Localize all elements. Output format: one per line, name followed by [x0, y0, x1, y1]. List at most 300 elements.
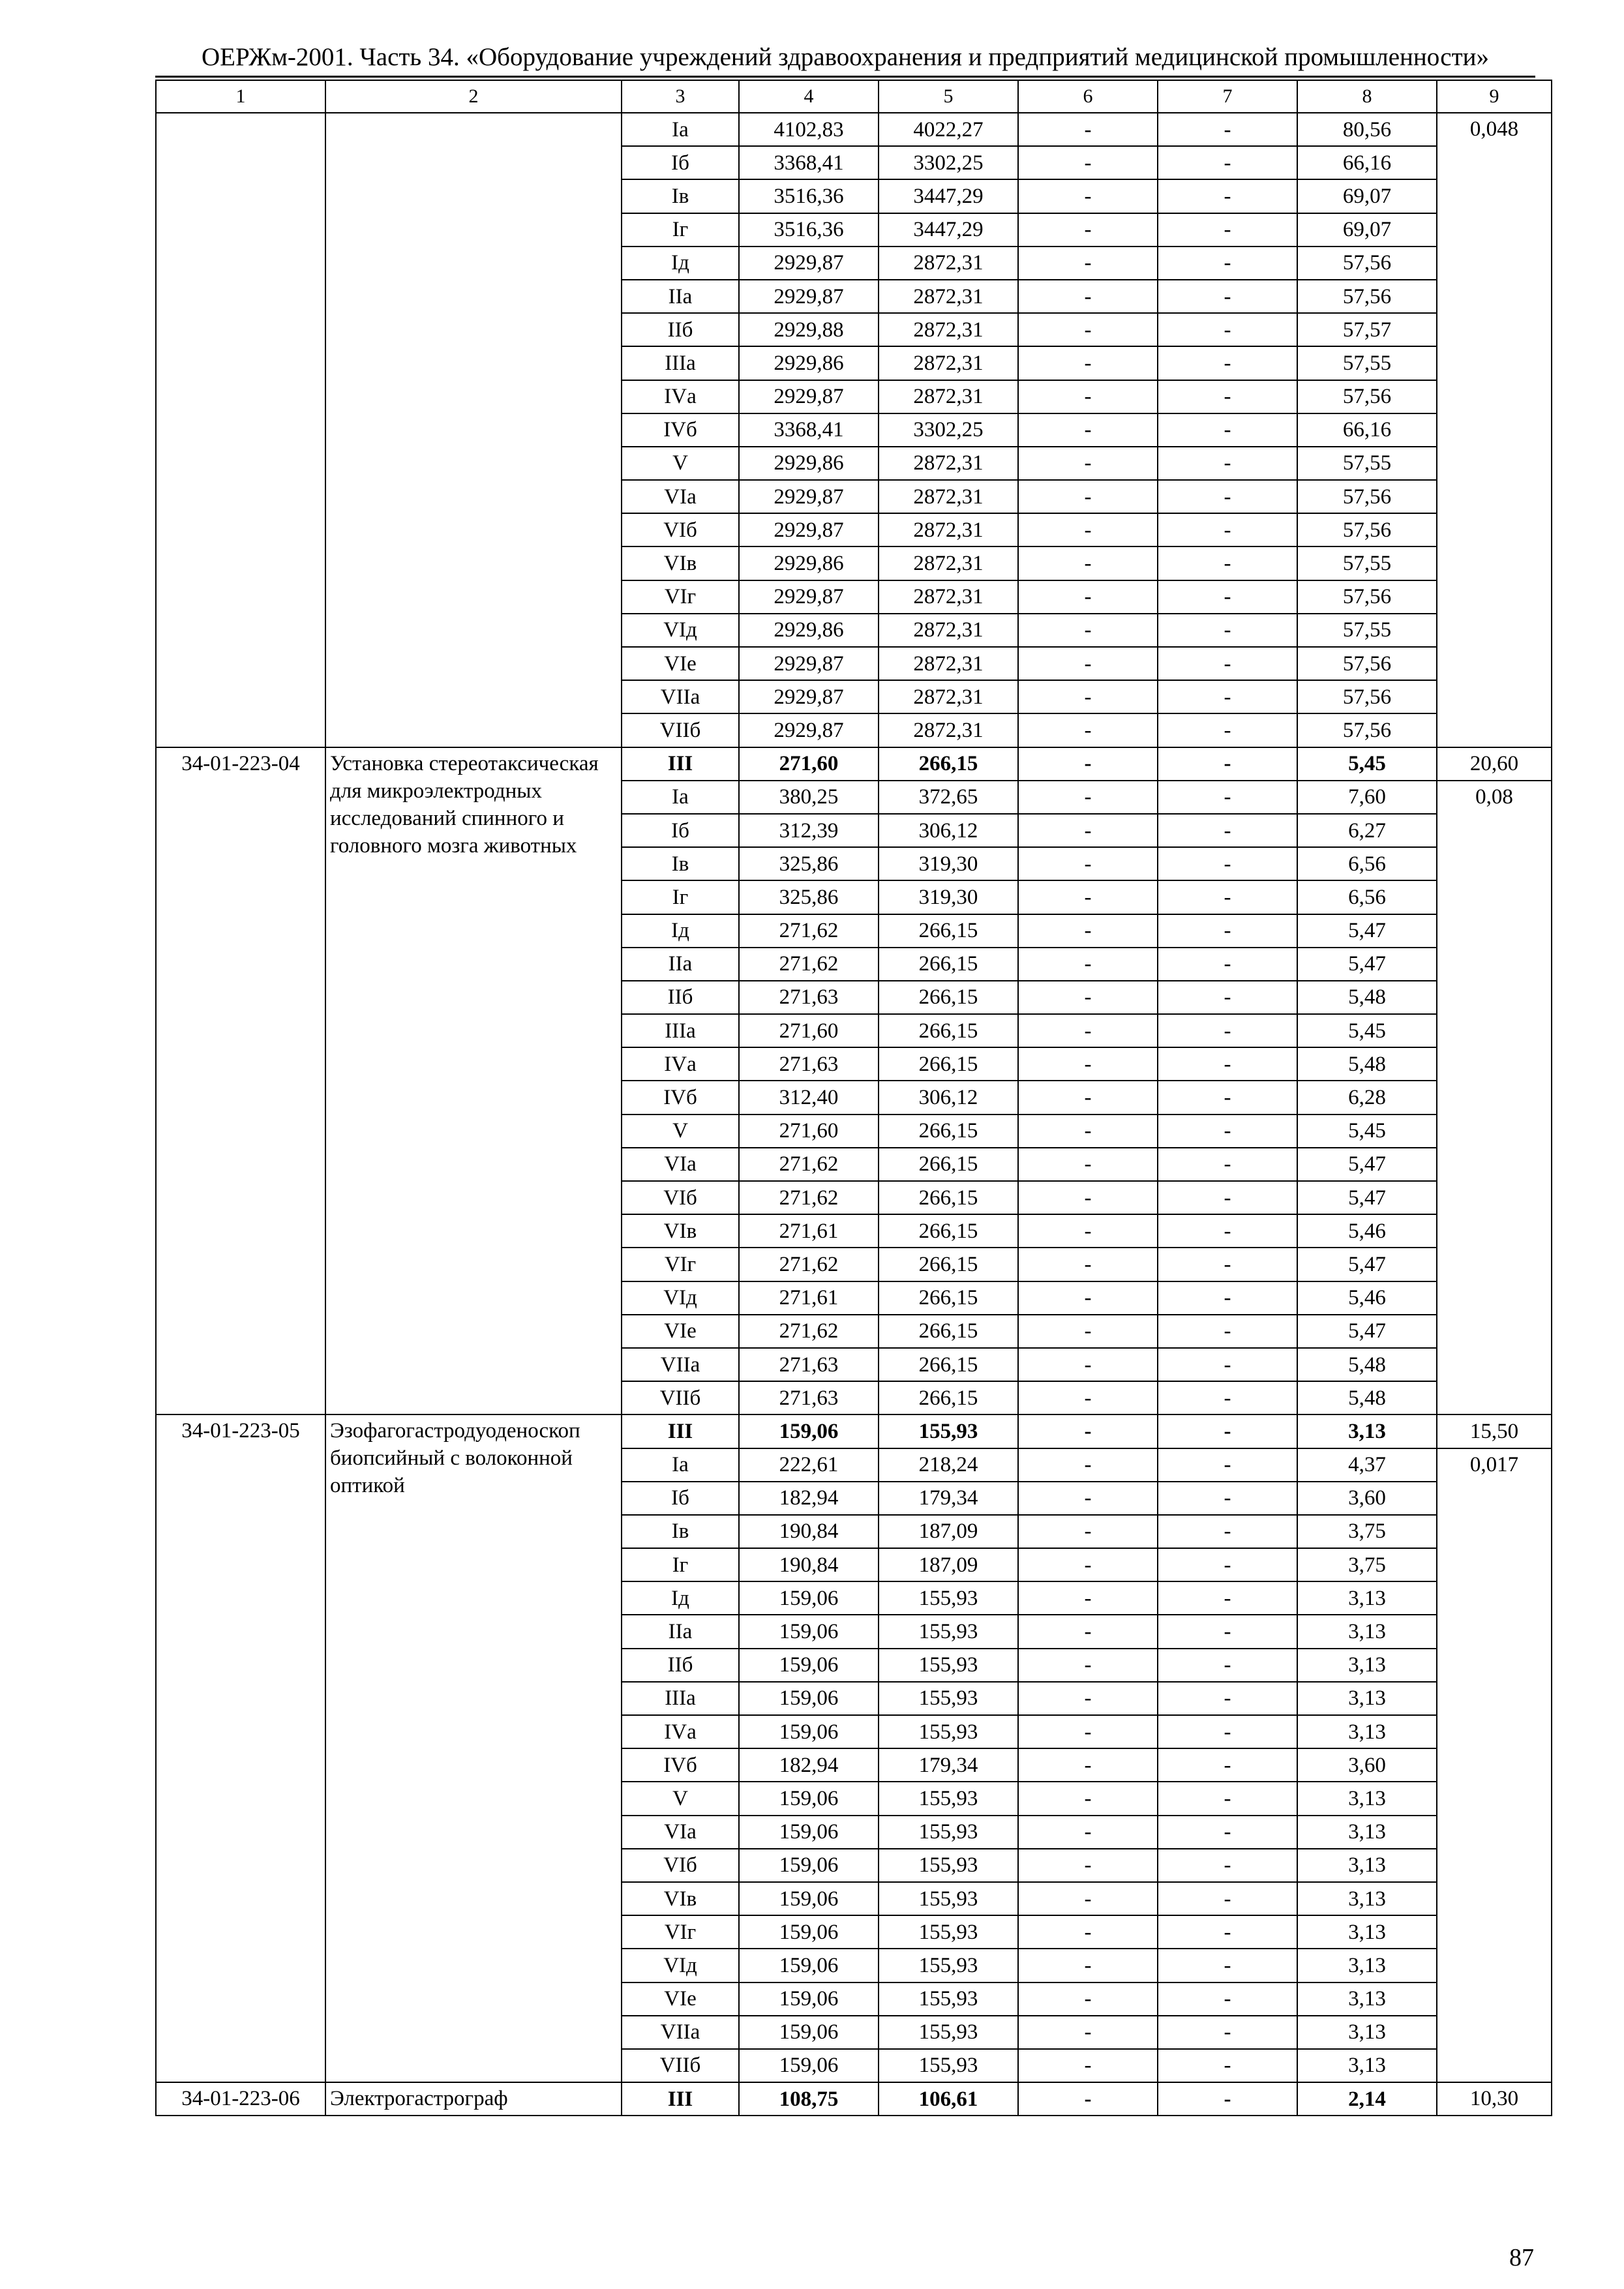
region-cell: VIIб [622, 713, 739, 747]
value-cell: - [1158, 1281, 1297, 1315]
region-cell: VIв [622, 1882, 739, 1915]
value-cell: - [1158, 513, 1297, 546]
value-cell: 5,48 [1297, 1047, 1437, 1081]
region-cell: VIа [622, 1148, 739, 1181]
value-cell: 155,93 [879, 1915, 1018, 1949]
value-cell: 159,06 [739, 1915, 879, 1949]
region-cell: Iд [622, 1581, 739, 1615]
value-cell: 159,06 [739, 1816, 879, 1849]
value-cell: - [1018, 1482, 1158, 1515]
value-cell: 6,28 [1297, 1081, 1437, 1114]
value-cell: 5,48 [1297, 1381, 1437, 1414]
value-cell: - [1018, 480, 1158, 513]
value-cell: - [1158, 313, 1297, 346]
value-cell: 155,93 [879, 1682, 1018, 1715]
region-cell: IVб [622, 1081, 739, 1114]
region-cell: VIе [622, 1315, 739, 1348]
value-cell: - [1018, 280, 1158, 313]
value-cell: 179,34 [879, 1748, 1018, 1782]
region-cell: IVа [622, 1715, 739, 1748]
value-cell: 312,39 [739, 814, 879, 847]
value-cell: - [1158, 814, 1297, 847]
region-cell: Iг [622, 213, 739, 247]
value-cell: 69,07 [1297, 179, 1437, 213]
region-cell: III [622, 747, 739, 781]
value-cell: - [1018, 747, 1158, 781]
value-cell: - [1018, 981, 1158, 1014]
value-cell: 266,15 [879, 747, 1018, 781]
mass-cell: 20,60 [1437, 747, 1552, 781]
value-cell: - [1158, 1315, 1297, 1348]
value-cell: - [1018, 2049, 1158, 2082]
region-cell: VIг [622, 580, 739, 614]
value-cell: - [1158, 981, 1297, 1014]
value-cell: 106,61 [879, 2082, 1018, 2116]
value-cell: - [1158, 1816, 1297, 1849]
value-cell: 266,15 [879, 1248, 1018, 1281]
value-cell: - [1158, 1381, 1297, 1414]
region-cell: Iд [622, 247, 739, 280]
value-cell: - [1018, 1581, 1158, 1615]
value-cell: 5,47 [1297, 1148, 1437, 1181]
value-cell: - [1018, 1849, 1158, 1882]
value-cell: - [1018, 113, 1158, 146]
value-cell: 3302,25 [879, 413, 1018, 447]
value-cell: 159,06 [739, 1649, 879, 1682]
value-cell: 6,27 [1297, 814, 1437, 847]
value-cell: - [1158, 614, 1297, 647]
value-cell: 155,93 [879, 1949, 1018, 1982]
value-cell: - [1158, 1748, 1297, 1782]
value-cell: - [1018, 1214, 1158, 1248]
value-cell: 4022,27 [879, 113, 1018, 146]
value-cell: 3,13 [1297, 1915, 1437, 1949]
value-cell: 159,06 [739, 1615, 879, 1648]
value-cell: 179,34 [879, 1482, 1018, 1515]
value-cell: - [1018, 213, 1158, 247]
value-cell: 57,56 [1297, 647, 1437, 680]
value-cell: 2929,87 [739, 580, 879, 614]
value-cell: 57,55 [1297, 447, 1437, 480]
value-cell: - [1018, 647, 1158, 680]
value-cell: - [1018, 1949, 1158, 1982]
value-cell: 3,13 [1297, 1982, 1437, 2016]
value-cell: - [1158, 580, 1297, 614]
value-cell: 266,15 [879, 1181, 1018, 1214]
value-cell: 80,56 [1297, 113, 1437, 146]
value-cell: - [1158, 1982, 1297, 2016]
value-cell: 155,93 [879, 1849, 1018, 1882]
value-cell: - [1158, 1882, 1297, 1915]
column-header: 9 [1437, 80, 1552, 113]
region-cell: IIб [622, 313, 739, 346]
value-cell: - [1018, 1014, 1158, 1047]
value-cell: - [1018, 1281, 1158, 1315]
value-cell: 5,45 [1297, 1014, 1437, 1047]
value-cell: 57,56 [1297, 280, 1437, 313]
value-cell: - [1158, 1414, 1297, 1448]
column-header: 5 [879, 80, 1018, 113]
item-code: 34-01-223-06 [156, 2082, 325, 2116]
region-cell: III [622, 2082, 739, 2116]
value-cell: 266,15 [879, 1214, 1018, 1248]
value-cell: - [1018, 1381, 1158, 1414]
value-cell: 2929,87 [739, 713, 879, 747]
value-cell: - [1018, 713, 1158, 747]
coefficient-cell: 0,017 [1437, 1448, 1552, 2083]
value-cell: 271,60 [739, 747, 879, 781]
value-cell: 159,06 [739, 2049, 879, 2082]
value-cell: - [1018, 614, 1158, 647]
region-cell: III [622, 1414, 739, 1448]
region-cell: IIIа [622, 1682, 739, 1715]
value-cell: - [1158, 1081, 1297, 1114]
value-cell: - [1158, 1715, 1297, 1748]
value-cell: 2872,31 [879, 713, 1018, 747]
value-cell: 5,47 [1297, 1181, 1437, 1214]
value-cell: - [1158, 948, 1297, 981]
value-cell: - [1018, 580, 1158, 614]
value-cell: - [1158, 880, 1297, 914]
value-cell: - [1158, 546, 1297, 580]
value-cell: - [1158, 346, 1297, 380]
value-cell: 306,12 [879, 1081, 1018, 1114]
value-cell: 57,56 [1297, 713, 1437, 747]
value-cell: 218,24 [879, 1448, 1018, 1482]
column-header: 1 [156, 80, 325, 113]
value-cell: 271,63 [739, 1348, 879, 1381]
value-cell: 266,15 [879, 1047, 1018, 1081]
value-cell: - [1018, 1682, 1158, 1715]
value-cell: - [1158, 2016, 1297, 2049]
value-cell: 319,30 [879, 880, 1018, 914]
value-cell: 159,06 [739, 1581, 879, 1615]
value-cell: 3,13 [1297, 1882, 1437, 1915]
value-cell: 57,56 [1297, 580, 1437, 614]
value-cell: 3,13 [1297, 2016, 1437, 2049]
value-cell: - [1158, 1615, 1297, 1648]
value-cell: - [1018, 680, 1158, 713]
value-cell: - [1158, 1348, 1297, 1381]
table-row [156, 113, 1552, 146]
column-header: 4 [739, 80, 879, 113]
value-cell: - [1018, 1248, 1158, 1281]
value-cell: 3368,41 [739, 146, 879, 179]
value-cell: - [1158, 747, 1297, 781]
value-cell: - [1018, 1181, 1158, 1214]
value-cell: 159,06 [739, 1849, 879, 1882]
value-cell: - [1158, 447, 1297, 480]
value-cell: 5,48 [1297, 981, 1437, 1014]
value-cell: 271,63 [739, 1047, 879, 1081]
value-cell: 3,13 [1297, 1949, 1437, 1982]
region-cell: VIIб [622, 2049, 739, 2082]
value-cell: 57,56 [1297, 380, 1437, 413]
value-cell: 155,93 [879, 1882, 1018, 1915]
value-cell: - [1158, 1849, 1297, 1882]
value-cell: 182,94 [739, 1482, 879, 1515]
value-cell: 271,62 [739, 1315, 879, 1348]
value-cell: 3,13 [1297, 2049, 1437, 2082]
region-cell: IVа [622, 380, 739, 413]
value-cell: 271,60 [739, 1115, 879, 1148]
item-name: Установка стереотаксическая для микроэлектродных исследований спинного и головного мозга животных [325, 747, 622, 1415]
value-cell: - [1018, 880, 1158, 914]
value-cell: - [1018, 346, 1158, 380]
value-cell: 2872,31 [879, 546, 1018, 580]
value-cell: 2929,87 [739, 480, 879, 513]
region-cell: VIа [622, 480, 739, 513]
region-cell: IIа [622, 948, 739, 981]
value-cell: - [1158, 1482, 1297, 1515]
column-header: 8 [1297, 80, 1437, 113]
value-cell: - [1018, 948, 1158, 981]
value-cell: - [1018, 1915, 1158, 1949]
region-cell: VIд [622, 1281, 739, 1315]
value-cell: 5,48 [1297, 1348, 1437, 1381]
value-cell: - [1158, 1448, 1297, 1482]
value-cell: - [1018, 2082, 1158, 2116]
value-cell: 222,61 [739, 1448, 879, 1482]
column-header: 7 [1158, 80, 1297, 113]
value-cell: 3,60 [1297, 1748, 1437, 1782]
value-cell: 187,09 [879, 1515, 1018, 1548]
item-name: Эзофагогастродуоденоскоп биопсийный с волоконной оптикой [325, 1414, 622, 2082]
value-cell: 7,60 [1297, 781, 1437, 814]
mass-cell: 15,50 [1437, 1414, 1552, 1448]
region-cell: Iг [622, 1548, 739, 1581]
region-cell: VIб [622, 1181, 739, 1214]
value-cell: 271,62 [739, 1248, 879, 1281]
value-cell: 2872,31 [879, 680, 1018, 713]
value-cell: 271,62 [739, 1181, 879, 1214]
value-cell: 2929,87 [739, 513, 879, 546]
value-cell: - [1158, 1515, 1297, 1548]
value-cell: 3368,41 [739, 413, 879, 447]
value-cell: 266,15 [879, 1381, 1018, 1414]
value-cell: - [1018, 1315, 1158, 1348]
value-cell: 57,56 [1297, 480, 1437, 513]
value-cell: 159,06 [739, 1949, 879, 1982]
value-cell: 159,06 [739, 1682, 879, 1715]
table-body [156, 113, 1552, 2116]
value-cell: 372,65 [879, 781, 1018, 814]
value-cell: 2872,31 [879, 513, 1018, 546]
value-cell: 2929,87 [739, 247, 879, 280]
value-cell: 266,15 [879, 1348, 1018, 1381]
value-cell: - [1158, 1181, 1297, 1214]
value-cell: - [1018, 146, 1158, 179]
value-cell: - [1018, 313, 1158, 346]
value-cell: - [1018, 1448, 1158, 1482]
value-cell: 4102,83 [739, 113, 879, 146]
value-cell: 57,55 [1297, 614, 1437, 647]
value-cell: - [1018, 179, 1158, 213]
value-cell: 3302,25 [879, 146, 1018, 179]
value-cell: - [1158, 1649, 1297, 1682]
region-cell: IIа [622, 1615, 739, 1648]
value-cell: 159,06 [739, 2016, 879, 2049]
value-cell: 3,13 [1297, 1414, 1437, 1448]
value-cell: 4,37 [1297, 1448, 1437, 1482]
value-cell: 266,15 [879, 914, 1018, 948]
value-cell: - [1158, 847, 1297, 880]
value-cell: - [1158, 1782, 1297, 1815]
value-cell: - [1018, 914, 1158, 948]
region-cell: VIд [622, 1949, 739, 1982]
page-header: ОЕРЖм-2001. Часть 34. «Оборудование учреждений здравоохранения и предприятий медицинской промышленности» [202, 43, 1489, 71]
value-cell: 3447,29 [879, 213, 1018, 247]
value-cell: 108,75 [739, 2082, 879, 2116]
region-cell: VIIб [622, 1381, 739, 1414]
value-cell: 155,93 [879, 1615, 1018, 1648]
region-cell: Iб [622, 814, 739, 847]
value-cell: - [1158, 713, 1297, 747]
value-cell: 266,15 [879, 1315, 1018, 1348]
region-cell: VIг [622, 1248, 739, 1281]
value-cell: 155,93 [879, 1782, 1018, 1815]
value-cell: 266,15 [879, 948, 1018, 981]
region-cell: Iг [622, 880, 739, 914]
value-cell: - [1158, 1047, 1297, 1081]
value-cell: 57,55 [1297, 346, 1437, 380]
value-cell: 266,15 [879, 1281, 1018, 1315]
value-cell: - [1158, 413, 1297, 447]
value-cell: 271,60 [739, 1014, 879, 1047]
value-cell: 3,13 [1297, 1649, 1437, 1682]
value-cell: - [1018, 847, 1158, 880]
column-number-row [156, 80, 1552, 113]
value-cell: 271,61 [739, 1214, 879, 1248]
value-cell: 159,06 [739, 1882, 879, 1915]
value-cell: - [1018, 546, 1158, 580]
mass-cell: 10,30 [1437, 2082, 1552, 2116]
value-cell: 57,57 [1297, 313, 1437, 346]
value-cell: - [1158, 1148, 1297, 1181]
value-cell: - [1158, 1214, 1297, 1248]
rates-table [155, 80, 1552, 2116]
value-cell: - [1018, 1148, 1158, 1181]
region-cell: IIб [622, 1649, 739, 1682]
value-cell: 69,07 [1297, 213, 1437, 247]
value-cell: 3,13 [1297, 1849, 1437, 1882]
value-cell: - [1018, 247, 1158, 280]
value-cell: 271,63 [739, 1381, 879, 1414]
value-cell: 3,60 [1297, 1482, 1437, 1515]
value-cell: 3516,36 [739, 213, 879, 247]
value-cell: 2929,86 [739, 614, 879, 647]
value-cell: - [1018, 814, 1158, 847]
region-cell: VIIа [622, 2016, 739, 2049]
value-cell: 155,93 [879, 1816, 1018, 1849]
coefficient-cell: 0,048 [1437, 113, 1552, 747]
value-cell: - [1018, 1715, 1158, 1748]
value-cell: - [1018, 1548, 1158, 1581]
value-cell: 5,47 [1297, 948, 1437, 981]
value-cell: - [1158, 1248, 1297, 1281]
value-cell: 66,16 [1297, 413, 1437, 447]
value-cell: 5,45 [1297, 747, 1437, 781]
value-cell: 57,56 [1297, 247, 1437, 280]
value-cell: 3,13 [1297, 1715, 1437, 1748]
value-cell: 2929,88 [739, 313, 879, 346]
value-cell: - [1158, 247, 1297, 280]
value-cell: 325,86 [739, 880, 879, 914]
value-cell: 6,56 [1297, 847, 1437, 880]
value-cell: 2872,31 [879, 346, 1018, 380]
region-cell: VIб [622, 1849, 739, 1882]
value-cell: 380,25 [739, 781, 879, 814]
value-cell: 2872,31 [879, 447, 1018, 480]
value-cell: 3516,36 [739, 179, 879, 213]
region-cell: Iд [622, 914, 739, 948]
region-cell: V [622, 1782, 739, 1815]
region-cell: Iа [622, 1448, 739, 1482]
region-cell: IVб [622, 413, 739, 447]
value-cell: - [1158, 1014, 1297, 1047]
value-cell: - [1158, 380, 1297, 413]
value-cell: 2,14 [1297, 2082, 1437, 2116]
value-cell: 155,93 [879, 1649, 1018, 1682]
value-cell: - [1158, 1581, 1297, 1615]
region-cell: V [622, 447, 739, 480]
value-cell: 159,06 [739, 1414, 879, 1448]
value-cell: 66,16 [1297, 146, 1437, 179]
value-cell: 3,13 [1297, 1615, 1437, 1648]
value-cell: - [1018, 1982, 1158, 2016]
region-cell: VIе [622, 647, 739, 680]
value-cell: - [1158, 179, 1297, 213]
value-cell: - [1158, 2049, 1297, 2082]
value-cell: 57,56 [1297, 513, 1437, 546]
value-cell: - [1018, 513, 1158, 546]
value-cell: 3,13 [1297, 1782, 1437, 1815]
value-cell: - [1018, 1615, 1158, 1648]
column-header: 2 [325, 80, 622, 113]
value-cell: 3,13 [1297, 1581, 1437, 1615]
value-cell: 5,47 [1297, 914, 1437, 948]
value-cell: - [1158, 146, 1297, 179]
region-cell: IIIа [622, 346, 739, 380]
value-cell: 271,62 [739, 1148, 879, 1181]
value-cell: 159,06 [739, 1982, 879, 2016]
region-cell: IVа [622, 1047, 739, 1081]
value-cell: - [1018, 1115, 1158, 1148]
region-cell: VIв [622, 1214, 739, 1248]
value-cell: - [1018, 413, 1158, 447]
region-cell: V [622, 1115, 739, 1148]
region-cell: VIд [622, 614, 739, 647]
header-rule [155, 76, 1535, 78]
value-cell: - [1018, 1348, 1158, 1381]
region-cell: IIа [622, 280, 739, 313]
value-cell: 155,93 [879, 1715, 1018, 1748]
value-cell: 57,56 [1297, 680, 1437, 713]
value-cell: 2929,87 [739, 680, 879, 713]
value-cell: 5,47 [1297, 1248, 1437, 1281]
value-cell: - [1158, 1915, 1297, 1949]
value-cell: 2929,87 [739, 380, 879, 413]
table-row [156, 1414, 1552, 1448]
value-cell: 271,61 [739, 1281, 879, 1315]
value-cell: 2872,31 [879, 580, 1018, 614]
value-cell: 2872,31 [879, 247, 1018, 280]
value-cell: 159,06 [739, 1715, 879, 1748]
value-cell: 5,46 [1297, 1281, 1437, 1315]
value-cell: - [1158, 113, 1297, 146]
value-cell: 2929,86 [739, 546, 879, 580]
value-cell: - [1158, 1682, 1297, 1715]
